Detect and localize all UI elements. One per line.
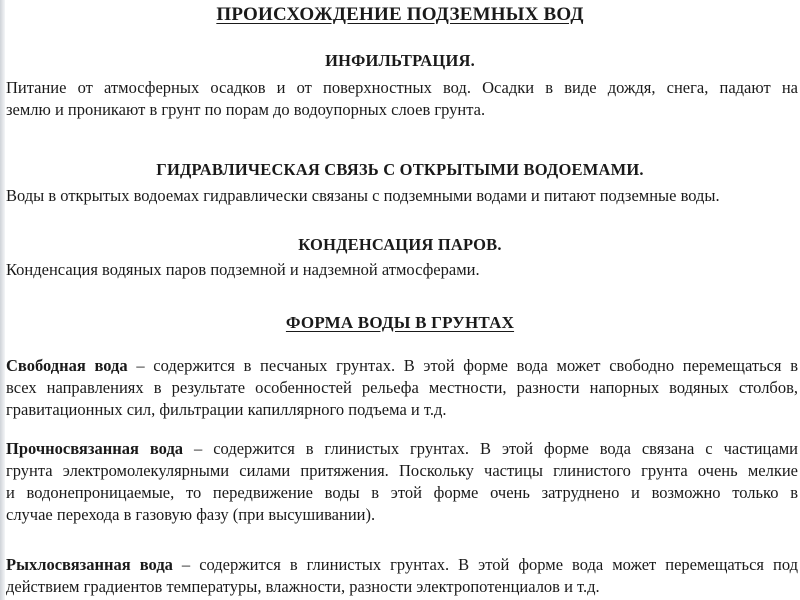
infiltration-line-1: Питание от атмосферных осадков и от поверхностных вод. Осадки в виде дождя, снега, падают на bbox=[6, 78, 798, 97]
condensation-heading: КОНДЕНСАЦИЯ ПАРОВ. bbox=[298, 235, 502, 254]
free-water-term: Свободная вода bbox=[6, 356, 128, 375]
bound-water-line-3: и водонепроницаемые, то передвижение воды в этой форме очень затруднено и возможно только в bbox=[6, 483, 798, 502]
hydraulic-text bbox=[6, 185, 798, 207]
loose-water-line-1-text: – содержится в глинистых грунтах. В этой форме вода может перемещаться под bbox=[172, 555, 798, 574]
bound-water-line-2: грунта электромолекулярными силами притяжения. Поскольку частицы глинистого грунта очень мелкие bbox=[6, 461, 798, 480]
infiltration-heading: ИНФИЛЬТРАЦИЯ. bbox=[325, 51, 475, 70]
free-water-line-1-text: – содержится в песчаных грунтах. В этой форме вода может свободно перемещаться в bbox=[127, 356, 798, 375]
free-water-paragraph bbox=[6, 355, 798, 421]
loose-water-line-1 bbox=[6, 554, 798, 576]
loose-water-paragraph bbox=[6, 554, 798, 598]
infiltration-text bbox=[6, 77, 798, 121]
loose-water-line-2: действием градиентов температуры, влажности, разности электропотенциалов и т.д. bbox=[6, 577, 600, 596]
loose-water-term: Рыхлосвязанная вода bbox=[6, 555, 173, 574]
hydraulic-heading: ГИДРАВЛИЧЕСКАЯ СВЯЗЬ С ОТКРЫТЫМИ ВОДОЕМАМИ. bbox=[156, 160, 644, 179]
bound-water-paragraph bbox=[6, 438, 798, 526]
page-title: ПРОИСХОЖДЕНИЕ ПОДЗЕМНЫХ ВОД bbox=[216, 4, 584, 25]
bound-water-line-4: случае перехода в газовую фазу (при высушивании). bbox=[6, 505, 376, 524]
free-water-line-1 bbox=[6, 355, 798, 377]
page-border bbox=[0, 0, 5, 600]
infiltration-line-2: землю и проникают в грунт по порам до водоупорных слоев грунта. bbox=[6, 100, 486, 119]
condensation-line-1: Конденсация водяных паров подземной и надземной атмосферами. bbox=[6, 260, 480, 279]
hydraulic-line-1: Воды в открытых водоемах гидравлически связаны с подземными водами и питают подземные воды. bbox=[6, 186, 720, 205]
forms-title: ФОРМА ВОДЫ В ГРУНТАХ bbox=[285, 313, 515, 332]
bound-water-line-1 bbox=[6, 438, 798, 460]
free-water-line-3: гравитационных сил, фильтрации капиллярного подъема и т.д. bbox=[6, 400, 447, 419]
bound-water-line-1-text: – содержится в глинистых грунтах. В этой форме вода связана с частицами bbox=[183, 439, 798, 458]
bound-water-term: Прочносвязанная вода bbox=[6, 439, 184, 458]
free-water-line-2: всех направлениях в результате особенностей рельефа местности, разности напорных водяных столбов, bbox=[6, 378, 798, 397]
condensation-text bbox=[6, 259, 798, 281]
